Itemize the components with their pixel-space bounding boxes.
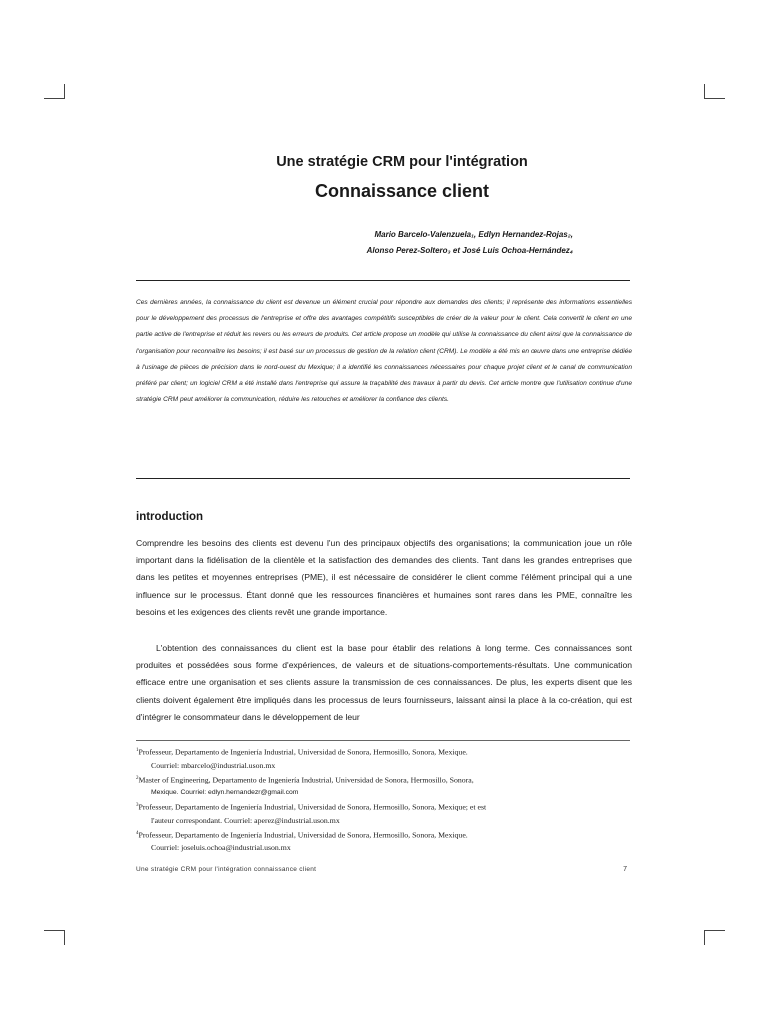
footnote-mark: 4: [136, 830, 139, 836]
intro-paragraph-1: Comprendre les besoins des clients est devenu l'un des principaux objectifs des organisations; la communication joue un rôle important dans la fidélisation de la clientèle et la satisfaction des demandes des clients. Tant dans les grandes entreprises que dans les petites et moyennes entreprises (PME), il est nécessaire de considérer le client comme l'élément principal qui a une influence sur le processus. Étant donné que les ressources financières et humaines sont rares dans les PME, connaître les besoins et les exigences des clients revêt une grande importance.: [136, 538, 632, 617]
footnote-4-email: Courriel: joseluis.ochoa@industrial.uson.mx: [151, 843, 291, 853]
author-list: [367, 227, 573, 259]
crop-mark-bottom-left: [44, 930, 65, 945]
abstract-bottom-rule: [136, 478, 630, 479]
footnote-mark: 2: [136, 775, 139, 781]
abstract: Ces dernières années, la connaissance du client est devenue un élément crucial pour répondre aux demandes des clients; il représente des informations essentielles pour le développement des processus de l'entreprise et offre des avantages compétitifs susceptibles de créer de la valeur pour le client. Cela convertit le client en une partie active de l'entreprise et réduit les revers ou les erreurs de produits. Cet article propose un modèle qui utilise la connaissance du client ainsi que la connaissance de l'organisation pour reconnaître les besoins; il est basé sur un processus de gestion de la relation client (CRM). Le modèle a été mis en œuvre dans une entreprise dédiée à l'usinage de pièces de précision dans le nord-ouest du Mexique; il a identifié les connaissances nécessaires pour chaque projet client et le canal de communication préféré par client; un logiciel CRM a été installé dans l'entreprise qui assure la traçabilité des travaux à partir du devis. Cet article montre que l'utilisation continue d'une stratégie CRM peut améliorer la communication, réduire les retouches et améliorer la confiance des clients.: [136, 299, 632, 404]
footnote-3: [136, 799, 636, 814]
running-footer: Une stratégie CRM pour l'intégration connaissance client: [136, 866, 317, 873]
footnote-3-email: l'auteur correspondant. Courriel: aperez@industrial.uson.mx: [151, 815, 340, 825]
footnote-text: Master of Engineering, Departamento de Ingeniería Industrial, Universidad de Sonora, Hermosillo, Sonora,: [138, 775, 474, 785]
footnote-text: Professeur, Departamento de Ingeniería Industrial, Universidad de Sonora, Hermosillo, Sonora, Mexique; et est: [138, 802, 487, 812]
crop-mark-top-left: [44, 84, 65, 99]
page-number: 7: [623, 866, 627, 873]
abstract-top-rule: [136, 280, 630, 281]
footnote-1-email: Courriel: mbarcelo@industrial.uson.mx: [151, 760, 276, 770]
footnote-2: [136, 772, 636, 787]
paper-title-line1: Une stratégie CRM pour l'intégration: [276, 154, 528, 170]
footnote-1: [136, 744, 636, 759]
footnote-rule: [136, 740, 630, 741]
footnote-2-email: Mexique. Courriel: edlyn.hernandezr@gmail.com: [151, 789, 299, 797]
authors-line1: Mario Barcelo-Valenzuela₁, Edlyn Hernandez-Rojas₂,: [374, 230, 573, 239]
footnote-mark: 1: [136, 748, 139, 753]
paper-title-line2: Connaissance client: [314, 181, 490, 201]
crop-mark-top-right: [704, 84, 725, 99]
footnote-mark: 3: [136, 803, 139, 809]
footnotes: [136, 744, 636, 854]
footnote-text: Professeur, Departamento de Ingeniería Industrial, Universidad de Sonora, Hermosillo, Sonora, Mexique.: [138, 830, 468, 840]
authors-line2: Alonso Perez-Soltero₃ et José Luis Ochoa-Hernández₄: [366, 246, 573, 255]
crop-mark-bottom-right: [704, 930, 725, 945]
intro-paragraph-2: L'obtention des connaissances du client est la base pour établir des relations à long terme. Ces connaissances sont produites et possédées sous forme d'expériences, de valeurs et de situations-comportements-résultats. Une communication efficace entre une organisation et ses clients assure la transmission de ces connaissances. De plus, les experts disent que les clients doivent également être impliqués dans les processus de leurs fournisseurs, laissant ainsi la place à la co-création, qui est d'intégrer le consommateur dans le développement de leur: [136, 643, 632, 722]
footnote-text: Professeur, Departamento de Ingeniería Industrial, Universidad de Sonora, Hermosillo, Sonora, Mexique.: [138, 747, 468, 757]
section-heading-introduction: introduction: [136, 511, 204, 523]
footnote-4: [136, 827, 636, 842]
